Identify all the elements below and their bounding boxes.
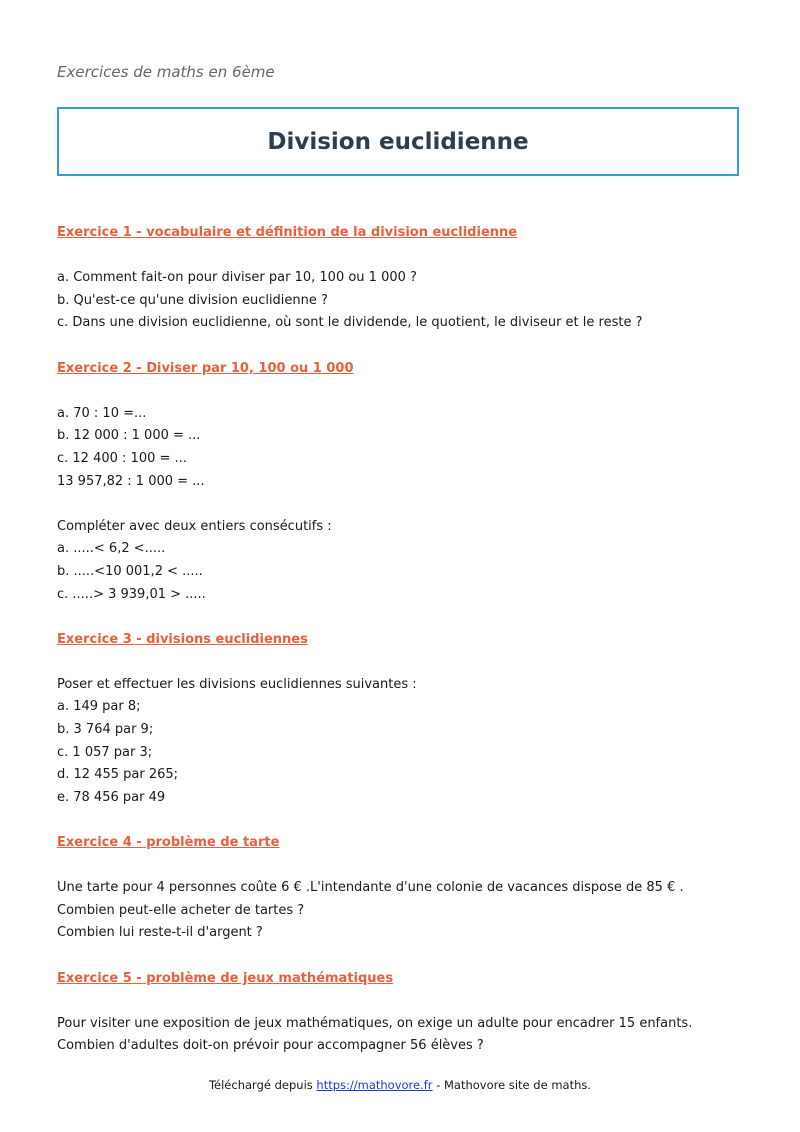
exercise-2-line: b. .....<10 001,2 < ..... xyxy=(57,563,203,579)
exercise-1-line: a. Comment fait-on pour diviser par 10, 100 ou 1 000 ? xyxy=(57,270,417,286)
exercise-4-line: Une tarte pour 4 personnes coûte 6 € .L'intendante d'une colonie de vacances dispose de 85 € . xyxy=(57,880,684,896)
document-header: Exercices de maths en 6ème xyxy=(57,63,275,81)
exercise-1-title: Exercice 1 - vocabulaire et définition de la division euclidienne xyxy=(57,225,518,240)
exercise-3-line: c. 1 057 par 3; xyxy=(57,744,153,760)
exercise-3-line: Poser et effectuer les divisions euclidiennes suivantes : xyxy=(57,676,417,692)
exercise-4-line: Combien lui reste-t-il d'argent ? xyxy=(57,925,263,941)
exercise-2-line: c. 12 400 : 100 = ... xyxy=(57,450,187,466)
exercise-2-line: b. 12 000 : 1 000 = ... xyxy=(57,428,201,444)
exercise-3-line: d. 12 455 par 265; xyxy=(57,767,179,783)
exercise-2-line: Compléter avec deux entiers consécutifs : xyxy=(57,518,332,534)
exercise-4-line: Combien peut-elle acheter de tartes ? xyxy=(57,902,305,918)
page-footer xyxy=(0,1078,800,1092)
exercise-1-line: b. Qu'est-ce qu'une division euclidienne ? xyxy=(57,292,328,308)
exercise-3-title: Exercice 3 - divisions euclidiennes xyxy=(57,631,308,647)
exercise-4-title: Exercice 4 - problème de tarte xyxy=(57,835,280,851)
exercise-2-line: a. 70 : 10 =... xyxy=(57,405,147,421)
exercise-2-line: c. .....> 3 939,01 > ..... xyxy=(57,586,206,602)
exercise-5-line: Combien d'adultes doit-on prévoir pour accompagner 56 élèves ? xyxy=(57,1038,484,1054)
exercise-2-title: Exercice 2 - Diviser par 10, 100 ou 1 000 xyxy=(57,360,354,376)
exercise-3-line: a. 149 par 8; xyxy=(57,699,141,715)
exercise-5-title: Exercice 5 - problème de jeux mathématiques xyxy=(57,970,394,986)
footer-suffix: - Mathovore site de maths. xyxy=(432,1078,592,1092)
exercise-3-line: b. 3 764 par 9; xyxy=(57,722,154,738)
footer-prefix: Téléchargé depuis xyxy=(208,1078,317,1092)
exercise-3-line: e. 78 456 par 49 xyxy=(57,789,166,805)
exercise-5-line: Pour visiter une exposition de jeux mathématiques, on exige un adulte pour encadrer 15 enfants. xyxy=(57,1015,693,1031)
exercise-content xyxy=(57,222,747,1058)
footer-link[interactable]: https://mathovore.fr xyxy=(316,1078,433,1092)
exercise-2-line: 13 957,82 : 1 000 = ... xyxy=(57,473,205,489)
exercise-2-line: a. .....< 6,2 <..... xyxy=(57,541,166,557)
page-title: Division euclidienne xyxy=(267,128,529,155)
exercise-1-line: c. Dans une division euclidienne, où sont le dividende, le quotient, le diviseur et le reste ? xyxy=(57,315,643,331)
title-box xyxy=(57,107,739,176)
